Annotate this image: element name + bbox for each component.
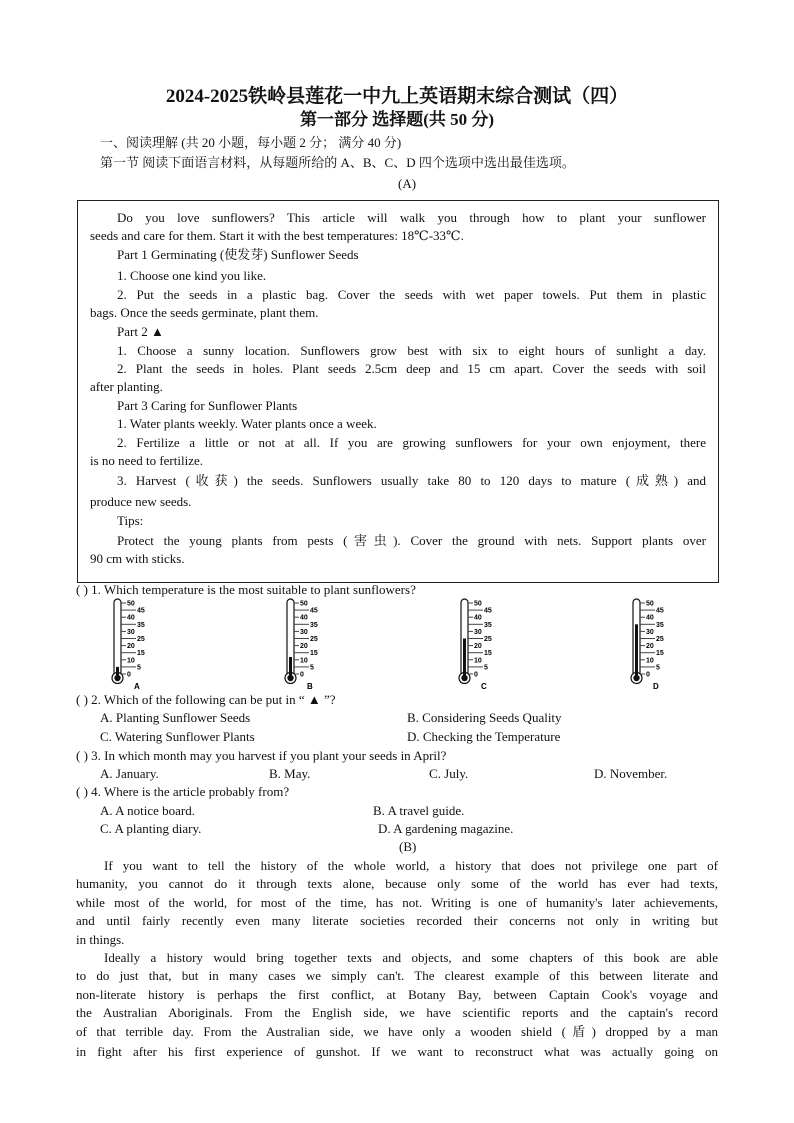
thermometer-option-a	[108, 598, 168, 690]
q3-option-b: B. May.	[269, 766, 311, 781]
tick-label: 15	[656, 650, 664, 658]
q2-option-c: C. Watering Sunflower Plants	[100, 729, 255, 744]
passage-a-line: bags. Once the seeds germinate, plant them.	[90, 305, 319, 320]
tick-label: 50	[646, 600, 654, 608]
passage-a-line: 1. Choose a sunny location. Sunflowers grow best with six to eight hours of sunlight a day.	[117, 343, 706, 358]
tick-label: 35	[484, 621, 492, 629]
tick-label: 10	[127, 657, 135, 665]
q3-option-a: A. January.	[100, 766, 159, 781]
tick-label: 25	[656, 636, 664, 643]
thermometer-option-d	[627, 598, 687, 690]
tick-label: 45	[484, 607, 492, 615]
passage-a-line: Protect the young plants from pests (害虫). Cover the ground with nets. Support plants over	[117, 533, 706, 548]
tick-label: 30	[474, 628, 482, 636]
tick-label: 0	[127, 671, 131, 679]
passage-b-line: humanity, you cannot do it through texts alone, because only some of the world has ever had texts,	[76, 876, 718, 891]
passage-b-line: non-literate history is perhaps the first conflict, at Botany Bay, between Captain Cook's voyage and	[76, 987, 718, 1002]
tick-label: 45	[656, 607, 664, 615]
tick-label: 0	[474, 671, 478, 679]
passage-b-line: in fight after his first experience of gunshot. If we want to reconstruct what was actually going on	[76, 1044, 718, 1059]
passage-a-line: produce new seeds.	[90, 494, 192, 509]
part-title: 第一部分 选择题(共 50 分)	[299, 110, 495, 129]
mercury-level	[289, 657, 292, 678]
passage-a-line: 90 cm with sticks.	[90, 551, 185, 566]
thermometer-option-c	[455, 598, 515, 690]
q4-option-d: D. A gardening magazine.	[378, 821, 514, 836]
question-1: ( ) 1. Which temperature is the most suitable to plant sunflowers?	[76, 582, 416, 597]
q3-option-d: D. November.	[594, 766, 668, 781]
part-2-blank-heading: Part 2 ▲	[117, 324, 164, 339]
tick-label: 25	[137, 636, 145, 643]
question-4: ( ) 4. Where is the article probably from?	[76, 784, 290, 799]
thermometer-label: A	[134, 682, 140, 690]
tick-label: 40	[474, 614, 482, 622]
tick-label: 5	[137, 664, 141, 672]
tick-label: 40	[127, 614, 135, 622]
tick-label: 50	[300, 600, 308, 608]
q3-option-c: C. July.	[429, 766, 469, 781]
tick-label: 20	[127, 643, 135, 651]
tick-label: 40	[646, 614, 654, 622]
page-title: 2024-2025铁岭县莲花一中九上英语期末综合测试（四）	[165, 86, 629, 107]
passage-b-line: in things.	[76, 932, 125, 947]
mercury-level	[463, 639, 466, 679]
question-2: ( ) 2. Which of the following can be put in “ ▲ ”?	[76, 692, 336, 707]
tick-label: 45	[310, 607, 318, 615]
passage-b-line: and until fairly recently even many literate societies recorded their concerns not only in writing but	[76, 913, 718, 928]
q2-option-d: D. Checking the Temperature	[407, 729, 561, 744]
tick-label: 30	[646, 628, 654, 636]
q2-option-b: B. Considering Seeds Quality	[407, 710, 562, 725]
tick-label: 15	[137, 650, 145, 658]
tick-label: 15	[484, 650, 492, 658]
tick-label: 40	[300, 614, 308, 622]
thermometer-option-b	[281, 598, 341, 690]
passage-a-line: after planting.	[90, 379, 163, 394]
passage-a-label: (A)	[398, 176, 417, 191]
passage-b-line: Ideally a history would bring together texts and objects, and some chapters of this book are able	[104, 950, 718, 965]
tick-label: 35	[656, 621, 664, 629]
passage-a-line: Do you love sunflowers? This article will walk you through how to plant your sunflower	[117, 210, 706, 225]
tick-label: 20	[474, 643, 482, 651]
tick-label: 30	[300, 628, 308, 636]
tick-label: 5	[310, 664, 314, 672]
passage-a-line: 1. Choose one kind you like.	[117, 268, 267, 283]
passage-b-line: If you want to tell the history of the whole world, a history that does not privilege one part of	[104, 858, 718, 873]
tick-label: 20	[300, 643, 308, 651]
passage-a-line: is no need to fertilize.	[90, 453, 203, 468]
thermometer-label: D	[653, 682, 659, 690]
passage-b-line: to do just that, but in many cases we simply can't. The clearest example of this between literate and	[76, 968, 718, 983]
tick-label: 10	[300, 657, 308, 665]
passage-a-line: Tips:	[117, 513, 144, 528]
tick-label: 30	[127, 628, 135, 636]
q4-option-a: A. A notice board.	[100, 803, 195, 818]
passage-a-line: 2. Put the seeds in a plastic bag. Cover the seeds with wet paper towels. Put them in plastic	[117, 287, 706, 302]
passage-a-line: 2. Plant the seeds in holes. Plant seeds 2.5cm deep and 15 cm apart. Cover the seeds with soil	[117, 361, 706, 376]
passage-a-line: Part 1 Germinating (使发芽) Sunflower Seeds	[117, 247, 359, 262]
thermometer-label: C	[481, 682, 487, 690]
passage-a-line: 1. Water plants weekly. Water plants once a week.	[117, 416, 377, 431]
section-heading: 一、阅读理解 (共 20 小题，每小题 2 分； 满分 40 分)	[100, 135, 402, 150]
tick-label: 20	[646, 643, 654, 651]
passage-a-line: 3. Harvest (收获) the seeds. Sunflowers usually take 80 to 120 days to mature (成熟) and	[117, 473, 706, 488]
passage-b-label: (B)	[399, 839, 417, 854]
q2-option-a: A. Planting Sunflower Seeds	[100, 710, 251, 725]
question-3: ( ) 3. In which month may you harvest if you plant your seeds in April?	[76, 748, 447, 763]
tick-label: 0	[646, 671, 650, 679]
passage-a-line: Part 3 Caring for Sunflower Plants	[117, 398, 298, 413]
tick-label: 45	[137, 607, 145, 615]
tick-label: 25	[484, 636, 492, 643]
passage-a-line: 2. Fertilize a little or not at all. If you are growing sunflowers for your own enjoyment, there	[117, 435, 706, 450]
tick-label: 0	[300, 671, 304, 679]
thermometer-label: B	[307, 682, 313, 690]
passage-b-line: the Australian Aboriginals. From the English side, we have scientific reports and the captain's record	[76, 1005, 718, 1020]
tick-label: 5	[484, 664, 488, 672]
tick-label: 50	[127, 600, 135, 608]
tick-label: 10	[474, 657, 482, 665]
passage-b-line: while most of the world, for most of the time, has not. Writing is one of humanity's later achievements,	[76, 895, 718, 910]
tick-label: 15	[310, 650, 318, 658]
q4-option-c: C. A planting diary.	[100, 821, 202, 836]
tick-label: 5	[656, 664, 660, 672]
tick-label: 10	[646, 657, 654, 665]
tick-label: 25	[310, 636, 318, 643]
passage-a-line: seeds and care for them. Start it with the best temperatures: 18℃-33℃.	[90, 228, 464, 243]
tick-label: 50	[474, 600, 482, 608]
mercury-level	[635, 624, 638, 678]
tick-label: 35	[310, 621, 318, 629]
q4-option-b: B. A travel guide.	[373, 803, 465, 818]
section-instruction: 第一节 阅读下面语言材料，从每题所给的 A、B、C、D 四个选项中选出最佳选项。	[100, 155, 575, 170]
tick-label: 35	[137, 621, 145, 629]
mercury-level	[116, 667, 119, 678]
passage-b-line: of that terrible day. From the Australian side, we have only a wooden shield (盾) dropped by a man	[76, 1024, 718, 1039]
